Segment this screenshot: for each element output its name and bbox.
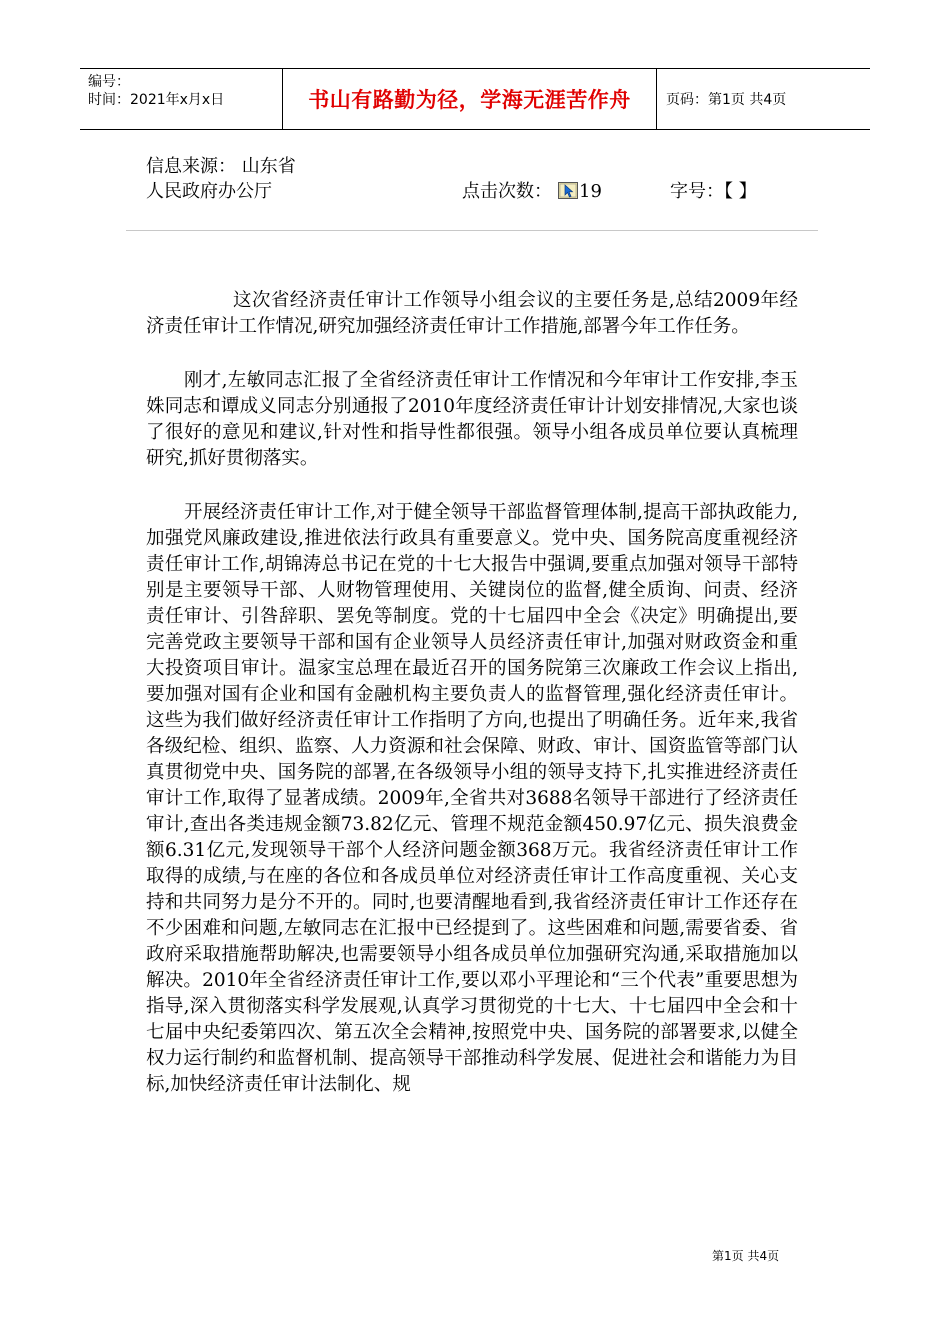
info-clicks: [462, 179, 602, 204]
header-date: 时间：2021年x月x日: [88, 92, 225, 108]
footer-page-number: 第1页 共4页: [712, 1249, 780, 1263]
header-meta: [80, 69, 282, 129]
paragraph: 刚才,左敏同志汇报了全省经济责任审计工作情况和今年审计工作安排,李玉姝同志和谭成义同志分别通报了2010年度经济责任审计计划安排情况,大家也谈了很好的意见和建议,针对性和指导性都很强。领导小组各成员单位要认真梳理研究,抓好贯彻落实。: [146, 370, 798, 469]
document-header: [80, 68, 870, 130]
header-page-number: 页码：第1页 共4页: [666, 92, 787, 108]
article-info: [146, 154, 818, 230]
clicks-value: 19: [579, 181, 602, 202]
header-number: 编号：: [88, 74, 130, 90]
info-source: 信息来源： 山东省人民政府办公厅: [146, 156, 296, 202]
header-motto: 书山有路勤为径，学海无涯苦作舟: [282, 69, 657, 129]
click-counter-icon: [558, 181, 578, 198]
article-body: [146, 288, 798, 1126]
info-divider: [126, 230, 818, 231]
paragraph: 开展经济责任审计工作,对于健全领导干部监督管理体制,提高干部执政能力,加强党风廉政建设,推进依法行政具有重要意义。党中央、国务院高度重视经济责任审计工作,胡锦涛总书记在党的十七大报告中强调,要重点加强对领导干部特别是主要领导干部、人财物管理使用、关键岗位的监督,健全质询、问责、经济责任审计、引咎辞职、罢免等制度。党的十七届四中全会《决定》明确提出,要完善党政主要领导干部和国有企业领导人员经济责任审计,加强对财政资金和重大投资项目审计。温家宝总理在最近召开的国务院第三次廉政工作会议上指出,要加强对国有企业和国有金融机构主要负责人的监督管理,强化经济责任审计。这些为我们做好经济责任审计工作指明了方向,也提出了明确任务。近年来,我省各级纪检、组织、监察、人力资源和社会保障、财政、审计、国资监管等部门认真贯彻党中央、国务院的部署,在各级领导小组的领导支持下,扎实推进经济责任审计工作,取得了显著成绩。2009年,全省共对3688名领导干部进行了经济责任审计,查出各类违规金额73.82亿元、管理不规范金额450.97亿元、损失浪费金额6.31亿元,发现领导干部个人经济问题金额368万元。我省经济责任审计工作取得的成绩,与在座的各位和各成员单位对经济责任审计工作高度重视、关心支持和共同努力是分不开的。同时,也要清醒地看到,我省经济责任审计工作还存在不少困难和问题,左敏同志在汇报中已经提到了。这些困难和问题,需要省委、省政府采取措施帮助解决,也需要领导小组各成员单位加强研究沟通,采取措施加以解决。2010年全省经济责任审计工作,要以邓小平理论和“三个代表”重要思想为指导,深入贯彻落实科学发展观,认真学习贯彻党的十七大、十七届四中全会和十七届中央纪委第四次、第五次全会精神,按照党中央、国务院的部署要求,以健全权力运行制约和监督机制、提高领导干部推动科学发展、促进社会和谐能力为目标,加快经济责任审计法制化、规: [146, 502, 798, 1095]
info-font-size[interactable]: 字号：【 】: [670, 181, 757, 202]
clicks-label: 点击次数：: [462, 181, 552, 202]
paragraph: 这次省经济责任审计工作领导小组会议的主要任务是,总结2009年经济责任审计工作情况,研究加强经济责任审计工作措施,部署今年工作任务。: [146, 290, 798, 337]
